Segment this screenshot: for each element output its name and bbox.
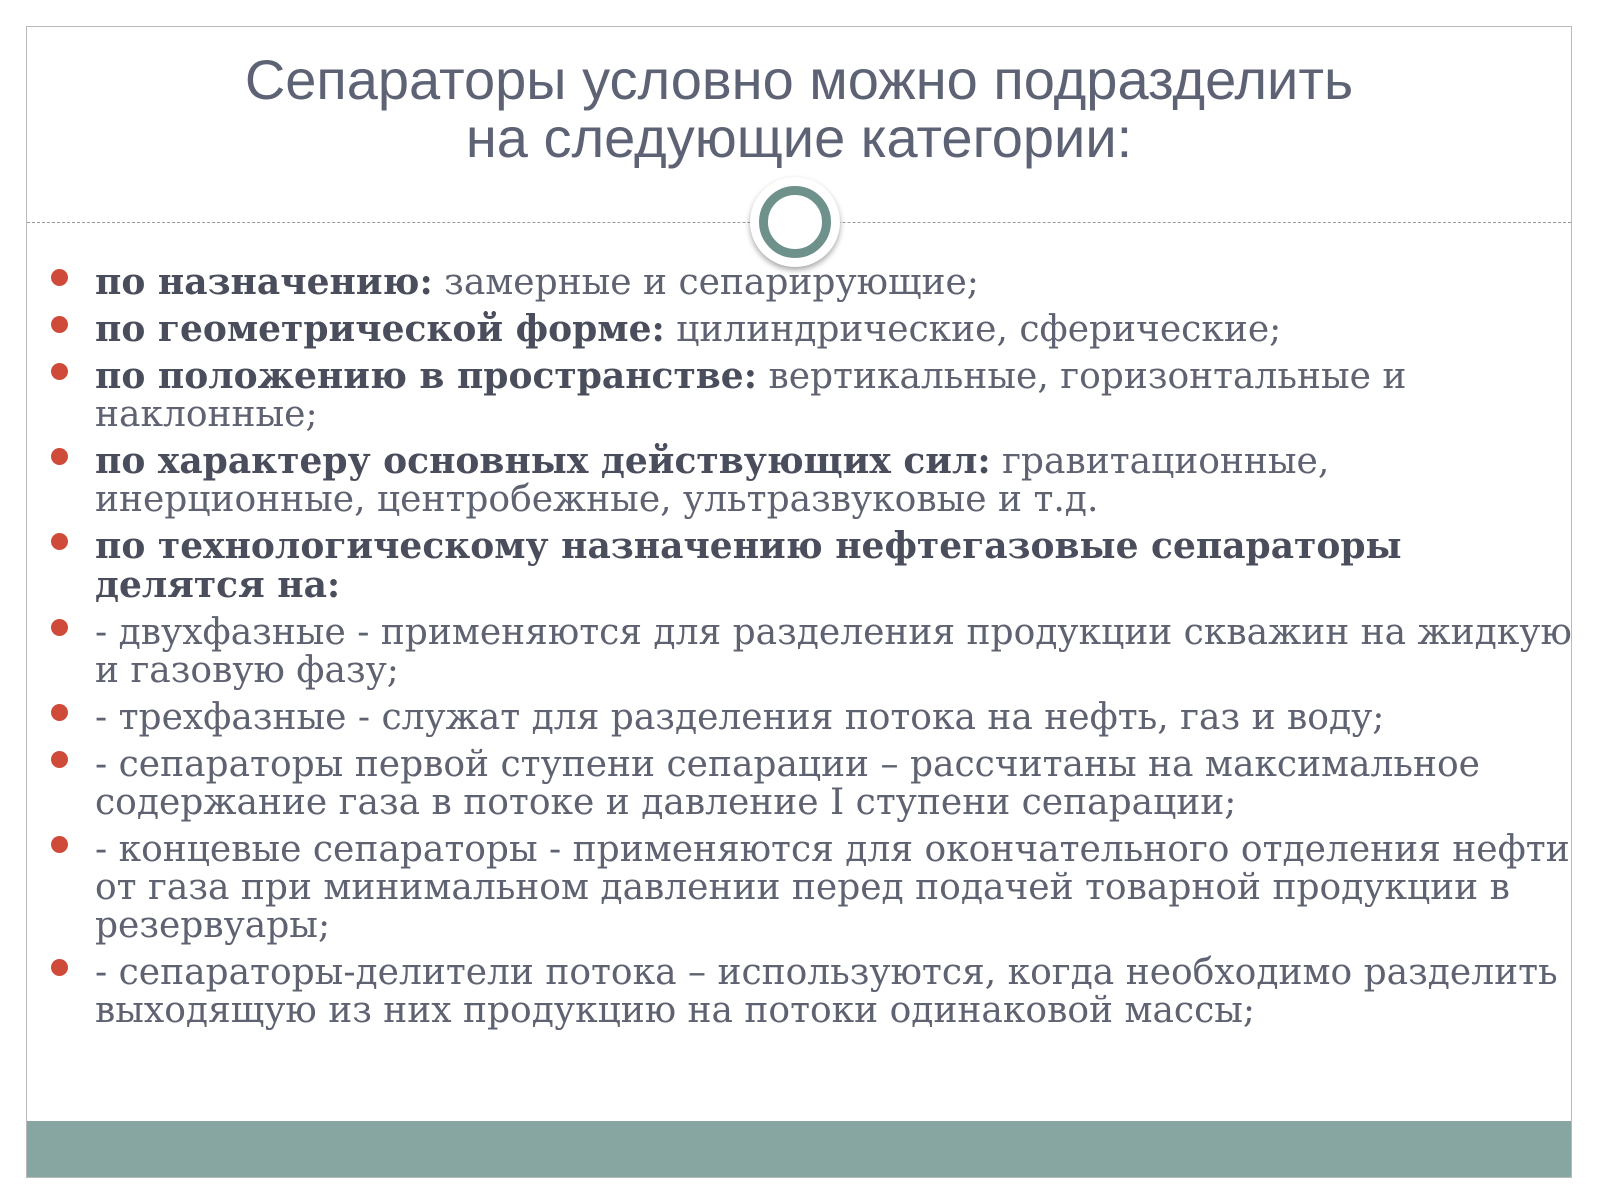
slide xyxy=(26,26,1572,1178)
list-item xyxy=(47,310,1572,349)
circle-ornament-inner xyxy=(759,186,831,258)
list-item xyxy=(47,442,1572,519)
title-line-2: на следующие категории: xyxy=(465,106,1133,169)
bullet-dot-icon xyxy=(51,959,68,976)
item-text: - концевые сепараторы - применяются для окончательного отделения нефти от газа при минимальном давлении перед подачей товарной продукции в резервуары; xyxy=(95,829,1570,946)
item-text: гравитационные, инерционные, центробежные, ультразвуковые и т.д. xyxy=(95,441,1330,520)
item-bold-label: по геометрической форме: xyxy=(95,308,665,350)
list-item xyxy=(47,830,1572,945)
list-item xyxy=(47,953,1572,1030)
bullet-dot-icon xyxy=(51,704,68,721)
item-text: - трехфазные - служат для разделения потока на нефть, газ и воду; xyxy=(95,697,1385,738)
bullet-dot-icon xyxy=(51,269,68,286)
title-line-1: Сепараторы условно можно подразделить xyxy=(244,48,1354,111)
footer-bar xyxy=(27,1121,1571,1177)
list-item xyxy=(47,263,1572,302)
slide-title xyxy=(27,48,1571,169)
bullet-dot-icon xyxy=(51,533,68,550)
bullet-dot-icon xyxy=(51,619,68,636)
bullet-dot-icon xyxy=(51,316,68,333)
item-text: - сепараторы-делители потока – используются, когда необходимо разделить выходящую из них продукцию на потоки одинаковой массы; xyxy=(95,952,1558,1031)
item-text: - двухфазные - применяются для разделения продукции скважин на жидкую и газовую фазу; xyxy=(95,612,1572,691)
list-item xyxy=(47,698,1572,737)
item-text: вертикальные, горизонтальные и наклонные; xyxy=(95,356,1407,435)
bullet-dot-icon xyxy=(51,363,68,380)
list-item xyxy=(47,357,1572,434)
list-item xyxy=(47,527,1572,605)
bullet-dot-icon xyxy=(51,836,68,853)
item-bold-label: по технологическому назначению нефтегазовые сепараторы делятся на: xyxy=(95,525,1402,606)
item-text: замерные и сепарирующие; xyxy=(432,262,979,303)
list-item xyxy=(47,613,1572,690)
bullet-dot-icon xyxy=(51,751,68,768)
item-text: цилиндрические, сферические; xyxy=(664,309,1282,350)
circle-ornament-icon xyxy=(750,177,840,267)
item-text: - сепараторы первой ступени сепарации – рассчитаны на максимальное содержание газа в потоке и давление I ступени сепарации; xyxy=(95,744,1480,823)
bullet-list xyxy=(47,263,1572,1038)
item-bold-label: по положению в пространстве: xyxy=(95,355,757,397)
item-bold-label: по характеру основных действующих сил: xyxy=(95,440,991,482)
item-bold-label: по назначению: xyxy=(95,261,433,303)
bullet-dot-icon xyxy=(51,448,68,465)
list-item xyxy=(47,745,1572,822)
